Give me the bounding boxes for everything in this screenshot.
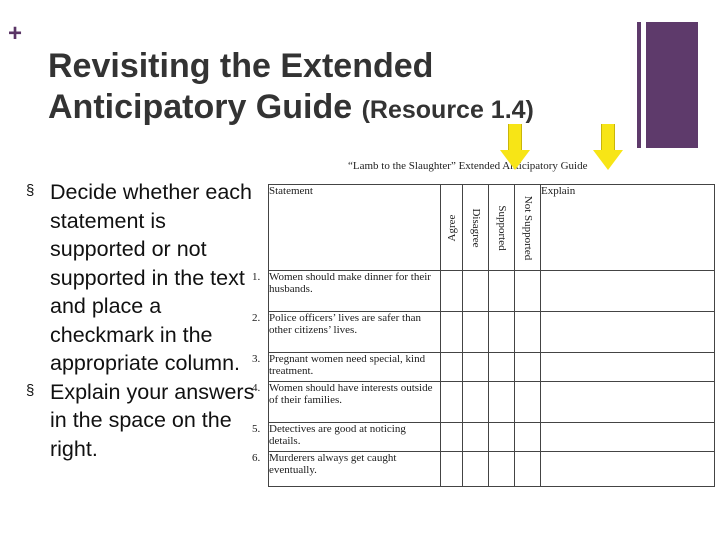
statement-cell (252, 452, 441, 487)
statement-cell (252, 382, 441, 423)
arrow-down-icon (502, 124, 528, 170)
statement-number: 3. (252, 353, 261, 365)
anticipatory-guide-table (252, 184, 715, 487)
header-not-supported (515, 185, 541, 271)
arrow-head (500, 150, 530, 170)
disagree-cell[interactable] (463, 353, 489, 382)
bullet-marker: § (26, 182, 35, 199)
statement-cell (252, 423, 441, 452)
agree-cell[interactable] (441, 382, 463, 423)
supported-cell[interactable] (489, 312, 515, 353)
disagree-cell[interactable] (463, 312, 489, 353)
supported-cell[interactable] (489, 271, 515, 312)
table-row (269, 353, 715, 382)
slide-title (48, 46, 534, 131)
bullet-marker: § (26, 381, 35, 399)
header-supported (489, 185, 515, 271)
statement-cell (252, 312, 441, 353)
header-agree (441, 185, 463, 271)
statement-text: Murderers always get caught eventually. (269, 452, 397, 476)
table-row (269, 382, 715, 423)
accent-bar-thin (637, 22, 641, 148)
agree-cell[interactable] (441, 271, 463, 312)
instruction-item (26, 178, 266, 378)
instruction-item (26, 378, 266, 464)
not-supported-cell[interactable] (515, 271, 541, 312)
supported-cell[interactable] (489, 382, 515, 423)
plus-sign: + (8, 20, 23, 47)
disagree-cell[interactable] (463, 271, 489, 312)
explain-cell[interactable] (541, 271, 715, 312)
instruction-text: Decide whether each statement is supported or not supported in the text and place a checkmark in the appropriate column. (50, 180, 252, 375)
agree-cell[interactable] (441, 353, 463, 382)
statement-number: 5. (252, 423, 261, 435)
not-supported-cell[interactable] (515, 452, 541, 487)
table-row (269, 423, 715, 452)
instruction-list (26, 178, 266, 463)
title-line-1: Revisiting the Extended (48, 47, 434, 85)
arrow-head (593, 150, 623, 170)
table-header-row (269, 185, 715, 271)
title-line-2: Anticipatory Guide (48, 88, 353, 126)
header-supported-label: Supported (495, 204, 508, 251)
statement-text: Women should make dinner for their husbands. (269, 271, 431, 295)
explain-cell[interactable] (541, 353, 715, 382)
title-resource-ref: (Resource 1.4) (361, 96, 534, 124)
supported-cell[interactable] (489, 452, 515, 487)
header-disagree-label: Disagree (469, 207, 482, 248)
supported-cell[interactable] (489, 353, 515, 382)
not-supported-cell[interactable] (515, 312, 541, 353)
not-supported-cell[interactable] (515, 423, 541, 452)
table-row (269, 312, 715, 353)
disagree-cell[interactable] (463, 382, 489, 423)
table-row (269, 452, 715, 487)
statement-text: Police officers’ lives are safer than other citizens’ lives. (269, 312, 421, 336)
instruction-text: Explain your answers in the space on the right. (50, 379, 255, 461)
table-row (269, 271, 715, 312)
supported-cell[interactable] (489, 423, 515, 452)
arrow-down-icon (595, 124, 621, 170)
statement-number: 1. (252, 271, 261, 283)
header-explain: Explain (541, 185, 715, 271)
statement-cell (252, 353, 441, 382)
worksheet-caption: “Lamb to the Slaughter” Extended Anticipatory Guide (348, 160, 588, 172)
statement-text: Women should have interests outside of their families. (269, 382, 433, 406)
explain-cell[interactable] (541, 452, 715, 487)
agree-cell[interactable] (441, 312, 463, 353)
accent-bar-thick (646, 22, 698, 148)
statement-text: Pregnant women need special, kind treatment. (269, 353, 426, 377)
agree-cell[interactable] (441, 452, 463, 487)
statement-text: Detectives are good at noticing details. (269, 423, 406, 447)
statement-number: 2. (252, 312, 261, 324)
arrow-shaft (601, 124, 615, 150)
explain-cell[interactable] (541, 382, 715, 423)
header-disagree (463, 185, 489, 271)
disagree-cell[interactable] (463, 423, 489, 452)
disagree-cell[interactable] (463, 452, 489, 487)
not-supported-cell[interactable] (515, 353, 541, 382)
statement-number: 6. (252, 452, 261, 464)
header-not-supported-label: Not Supported (521, 195, 534, 260)
header-statement: Statement (269, 185, 441, 271)
explain-cell[interactable] (541, 312, 715, 353)
not-supported-cell[interactable] (515, 382, 541, 423)
agree-cell[interactable] (441, 423, 463, 452)
arrow-shaft (508, 124, 522, 150)
header-agree-label: Agree (445, 214, 458, 241)
statement-cell (252, 271, 441, 312)
explain-cell[interactable] (541, 423, 715, 452)
statement-number: 4. (252, 382, 261, 394)
